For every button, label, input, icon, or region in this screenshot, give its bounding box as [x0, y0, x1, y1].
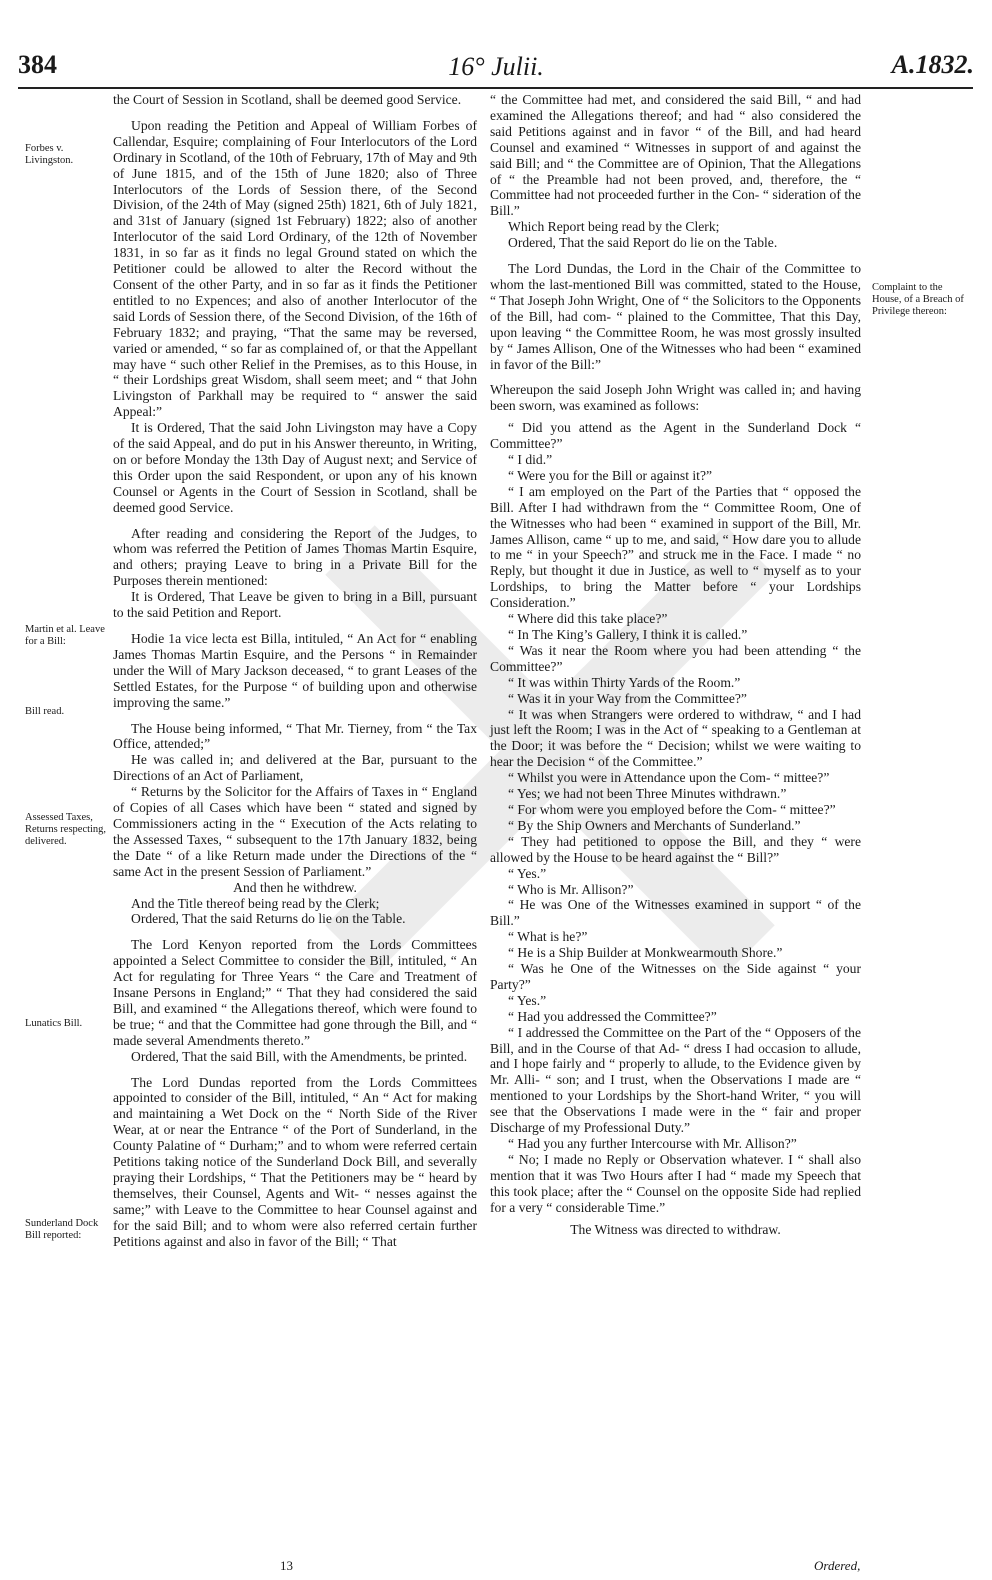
left-column — [113, 92, 477, 1250]
question: “ For whom were you employed before the Com- “ mittee?” — [508, 801, 836, 817]
answer: “ In The King’s Gallery, I think it is called.” — [508, 627, 748, 642]
paragraph: Ordered, That the said Returns do lie on the Table. — [131, 911, 406, 927]
answer: “ No; I made no Reply or Observation whatever. I “ shall also mention that it was Two Hours after I had “ made my Speech that this took place; after the “ Counsel on the opposite Side had replied for a very “ considerable Time.” — [490, 1151, 861, 1215]
question: “ Who is Mr. Allison?” — [508, 881, 634, 897]
page-date: 16° Julii. — [448, 52, 544, 81]
answer: “ He is a Ship Builder at Monkwearmouth Shore.” — [508, 945, 783, 961]
paragraph: “ the Committee had met, and considered the said Bill, “ and had examined the Allegations thereof; and had “ also considered the said Petitions against and in favor “ of the Bill, and had heard Counsel and examined “ Witnesses in support of and against the said Bill; and “ the Committee are of Opinion, That the Allegations of “ the Preamble had not been proved, and, therefore, the “ Committee had not proceeded further in the Con- “ sideration of the Bill.” — [490, 92, 861, 219]
answer: “ Yes.” — [508, 992, 547, 1008]
paragraph: Whereupon the said Joseph John Wright was called in; and having been sworn, was examined as follows: — [490, 382, 861, 414]
question: “ Was he One of the Witnesses on the Side against “ your Party?” — [490, 961, 861, 992]
paragraph: It is Ordered, That the said John Livingston may have a Copy of the said Appeal, and do put in his Answer thereunto, in Writing, on or before Monday the 13th Day of August next; and Service of this Order upon the said Respondent, or upon any of his known Counsel or Agents in the Court of Session in Scotland, shall be deemed good Service. — [113, 420, 477, 515]
paragraph: The Lord Dundas reported from the Lords Committees appointed to consider of the Bill, intituled, “ An “ Act for making and maintaining a Wet Dock on the “ North Side of the River Wear, at or near the Entrance “ of the Port of Sunderland, in the County Palatine of “ Durham;” and to whom were referred certain Petitions taking notice of the Sunderland Dock Bill, and severally praying their Lordships, “ That the Petitioners may be “ heard by themselves, their Counsel, Agents and Wit- “ nesses against the same;” with Leave to the Committee to hear Counsel against and for the said Bill; and to whom were also referred certain further Petitions against and also in favor of the Bill; “ That — [113, 1074, 477, 1249]
margin-note-sunderland: Sunderland Dock Bill reported: — [25, 1218, 99, 1241]
paragraph: “ Returns by the Solicitor for the Affairs of Taxes in “ England of Copies of all Cases which have been “ stated and signed by Commissioners acting in the “ Execution of the Acts relating to the Assessed Taxes, “ subsequent to the 17th January 1832, being the Date “ of a like Return made under the Directions of the “ same Act in the present Session of Parliament.” — [113, 784, 477, 879]
answer: “ I addressed the Committee on the Part of the “ Opposers of the Bill, and in the Course of that Ad- “ dress I had occasion to allude, and I hope fairly and “ properly to allude, to the Evidence given by Mr. Alli- “ son; and I trust, when the Observations I made are “ mentioned to your Lordships by the Short-hand Writer, “ you will see that the Observations I made were in the “ fair and proper Discharge of my Professional Duty.” — [490, 1024, 861, 1136]
catchword: Ordered, — [814, 1558, 861, 1573]
signature-mark: 13 — [280, 1558, 293, 1573]
question: “ Was it near the Room where you had been attending “ the Committee?” — [490, 642, 861, 674]
margin-note-forbes: Forbes v. Livingston. — [25, 143, 74, 166]
paragraph: The Lord Kenyon reported from the Lords Committees appointed a Select Committee to consider the Bill, intituled, “ An Act for regulating for Three Years “ the Care and Treatment of Insane Persons in England;” “ That they had considered the said Bill, and examined “ the Allegations thereof, which were found to be true; “ and that the Committee had gone through the Bill, and “ made several Amendments thereto.” — [113, 937, 477, 1048]
question: “ Where did this take place?” — [508, 611, 668, 627]
question: “ What is he?” — [508, 929, 588, 945]
answer: “ I did.” — [508, 452, 553, 468]
answer: “ He was One of the Witnesses examined in support “ of the Bill.” — [490, 897, 861, 929]
answer: “ I am employed on the Part of the Parties that “ opposed the Bill. After I had withdrawn from the “ Committee Room, One of the Witnesses who had been “ examined in support of the Bill, Mr. James Allison, came “ up to me, and said, “ How dare you to allude to me “ in your Speech?” and struck me in the Face. I made “ no Reply, but thought it due in Justice, as well to “ myself as to your Lordships, to bring the Matter before “ your Lordships Consideration.” — [490, 483, 861, 611]
margin-note-complaint: Complaint to the House, of a Breach of Privilege thereon: — [872, 282, 964, 317]
paragraph: After reading and considering the Report of the Judges, to whom was referred the Petition of James Thomas Martin Esquire, and others; praying Leave to bring in a Private Bill for the Purposes therein mentioned: — [113, 525, 477, 589]
paragraph: the Court of Session in Scotland, shall be deemed good Service. — [113, 92, 462, 107]
question: “ Were you for the Bill or against it?” — [508, 467, 713, 483]
page-number: 384 — [18, 50, 57, 79]
paragraph: Which Report being read by the Clerk; — [508, 219, 720, 235]
answer: “ Yes; we had not been Three Minutes withdrawn.” — [508, 786, 787, 802]
margin-note-martin: Martin et al. Leave for a Bill: — [25, 624, 105, 647]
paragraph: The Lord Dundas, the Lord in the Chair of the Committee to whom the last-mentioned Bill was committed, stated to the House, “ That Joseph John Wright, One of “ the Solicitors to the Opponents of the Bill, had com- “ plained to the Committee, That this Day, upon leaving “ the Committee Room, he was most grossly insulted by “ James Allison, One of the Witnesses who had been “ examined in favor of the Bill:” — [490, 261, 861, 372]
paragraph: And then he withdrew. — [233, 879, 357, 895]
question: “ Did you attend as the Agent in the Sunderland Dock “ Committee?” — [490, 420, 861, 452]
page-year: A.1832. — [891, 50, 974, 79]
paragraph: Ordered, That the said Bill, with the Amendments, be printed. — [131, 1048, 468, 1064]
margin-note-lunatics: Lunatics Bill. — [25, 1018, 83, 1029]
answer: “ By the Ship Owners and Merchants of Sunderland.” — [508, 817, 801, 833]
question: “ Whilst you were in Attendance upon the Com- “ mittee?” — [508, 770, 830, 786]
paragraph: Ordered, That the said Report do lie on the Table. — [508, 235, 778, 251]
question: “ Had you addressed the Committee?” — [508, 1008, 717, 1024]
question: “ Had you any further Intercourse with Mr. Allison?” — [508, 1136, 797, 1151]
answer: “ Yes.” — [508, 865, 547, 881]
paragraph: Hodie 1a vice lecta est Billa, intituled, “ An Act for “ enabling James Thomas Martin Esquire, and the Persons “ in Remainder under the Will of Mary Jackson deceased, “ to grant Leases of the Settled Estates, for the Purpose “ of building upon and otherwise improving the same.” — [113, 631, 477, 710]
margin-note-bill-read: Bill read. — [25, 706, 65, 717]
paragraph: The House being informed, “ That Mr. Tierney, from “ the Tax Office, attended;” — [113, 720, 477, 752]
margin-note-assessed-taxes: Assessed Taxes, Returns respecting, delivered. — [25, 812, 107, 847]
right-column — [490, 92, 861, 1237]
question: “ They had petitioned to oppose the Bill, and they “ were allowed by the House to be heard against the “ Bill?” — [490, 833, 861, 865]
paragraph: And the Title thereof being read by the Clerk; — [131, 895, 380, 911]
answer: “ It was when Strangers were ordered to withdraw, “ and I had just left the Room; I was in the Act of “ speaking to a Gentleman at the Door; it was before the “ Decision; whilst we were waiting to hear the Decision “ of the Committee.” — [490, 706, 861, 770]
answer: “ It was within Thirty Yards of the Room.” — [508, 674, 741, 690]
paragraph: The Witness was directed to withdraw. — [570, 1221, 781, 1237]
header-rule — [18, 87, 973, 89]
paragraph: Upon reading the Petition and Appeal of William Forbes of Callendar, Esquire; complaining of Four Interlocutors of the Lord Ordinary in Scotland, of the 10th of February, 17th of May and 9th of June 1815, and of the 15th of June 1820; also of Three Interlocutors of the Lords of Session there, of the Second Division, of the 24th of May (signed 25th) 1821, 6th of July 1821, and 31st of January (signed 1st February) 1822; also of another Interlocutor of the said Lord Ordinary, of the 12th of November 1831, in so far as it finds no legal Ground stated on which the Petitioner could be allowed to alter the Record without the Consent of the other Party, and in so far as it finds the Petitioner entitled to no Expences; and also of another Interlocutor of the said Lords of Session there, of the Second Division, of the 16th of February 1832; and praying, “That the same may be reversed, varied or amended, “ so far as complained of, or that the Appellant may have “ such other Relief in the Premises, as to this House, in “ their Lordships great Wisdom, shall seem meet; and “ that John Livingston of Parkhall may be required to “ answer the said Appeal:” — [113, 117, 477, 420]
question: “ Was it in your Way from the Committee?” — [508, 690, 747, 706]
paragraph: He was called in; and delivered at the Bar, pursuant to the Directions of an Act of Parliament, — [113, 752, 477, 784]
paragraph: It is Ordered, That Leave be given to bring in a Bill, pursuant to the said Petition and Report. — [113, 589, 477, 621]
